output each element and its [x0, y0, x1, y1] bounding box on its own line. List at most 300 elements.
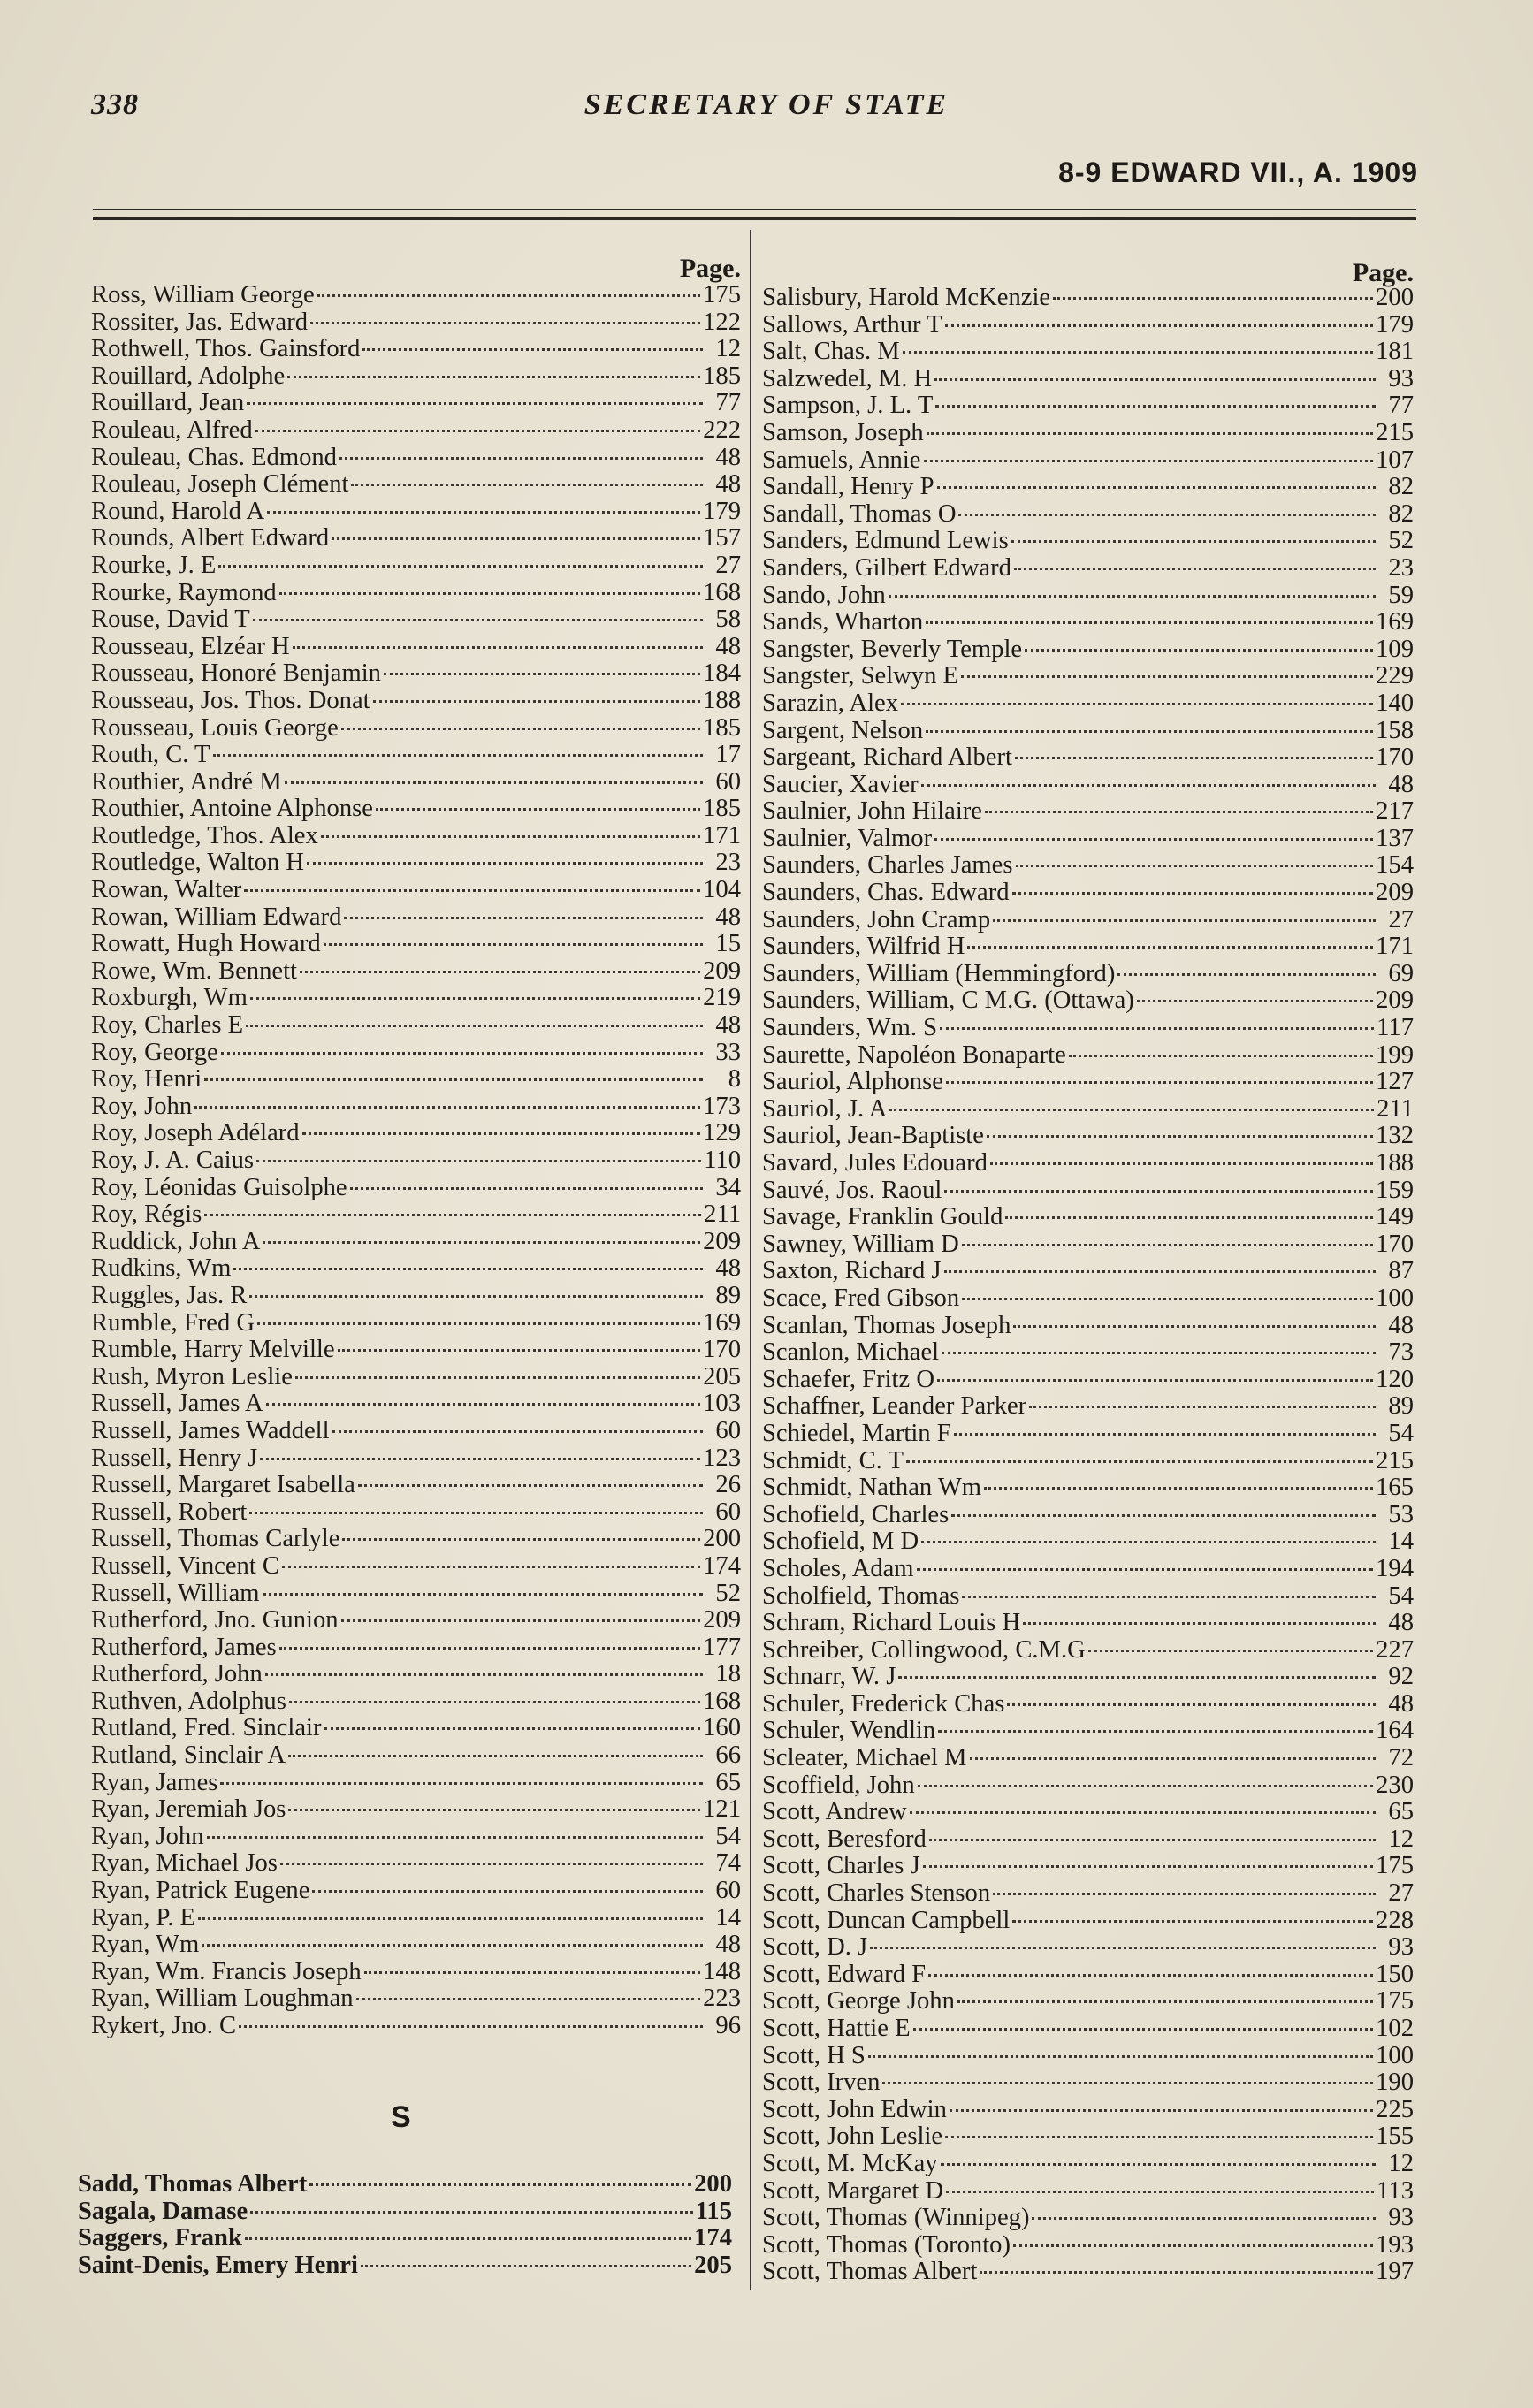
entry-page-number: 65 — [715, 1769, 741, 1796]
dot-leader — [260, 1458, 700, 1460]
dot-leader — [351, 484, 703, 486]
entry-page-number: 230 — [1376, 1772, 1414, 1799]
entry-page-number: 89 — [1388, 1393, 1414, 1421]
entry-name: Schram, Richard Louis H — [762, 1610, 1021, 1637]
entry-name: Ryan, John — [91, 1823, 204, 1850]
entry-name: Scott, John Leslie — [762, 2123, 943, 2151]
dot-leader — [288, 1755, 703, 1757]
entry-page-number: 228 — [1376, 1907, 1414, 1934]
entry-page-number: 73 — [1388, 1339, 1414, 1367]
dot-leader — [384, 673, 700, 675]
dot-leader — [993, 919, 1376, 922]
entry-name: Roy, Régis — [91, 1201, 202, 1229]
entry-name: Russell, James A — [91, 1391, 263, 1418]
entry-page-number: 209 — [703, 1228, 741, 1255]
index-entry — [91, 390, 741, 417]
entry-name: Scott, Margaret D — [762, 2177, 944, 2205]
dot-leader — [961, 675, 1373, 678]
entry-page-number: 48 — [715, 633, 741, 660]
entry-name: Rumble, Harry Melville — [91, 1337, 335, 1364]
entry-page-number: 65 — [1388, 1799, 1414, 1826]
entry-name: Sargeant, Richard Albert — [762, 744, 1012, 772]
dot-leader — [1012, 1920, 1373, 1923]
entry-name: Rouse, David T — [91, 606, 250, 634]
entry-page-number: 199 — [1376, 1041, 1414, 1069]
entry-page-number: 14 — [1388, 1528, 1414, 1556]
dot-leader — [244, 889, 700, 892]
index-entry — [91, 1985, 741, 2013]
index-entry — [91, 1959, 741, 1986]
entry-page-number: 193 — [1376, 2231, 1414, 2259]
entry-page-number: 229 — [1376, 663, 1414, 690]
dot-leader — [204, 1214, 701, 1216]
entry-page-number: 60 — [715, 768, 741, 796]
entry-page-number: 150 — [1376, 1961, 1414, 1988]
index-entry — [91, 1635, 741, 1662]
dot-leader — [279, 592, 700, 595]
entry-page-number: 123 — [703, 1444, 741, 1472]
dot-leader — [1088, 1650, 1373, 1652]
dot-leader — [263, 1241, 700, 1244]
entry-name: Sagala, Damase — [78, 2198, 248, 2225]
dot-leader — [376, 808, 700, 811]
entry-name: Sangster, Beverly Temple — [762, 636, 1023, 663]
entry-page-number: 227 — [1376, 1636, 1414, 1664]
dot-leader — [218, 565, 703, 568]
entry-name: Savage, Franklin Gould — [762, 1204, 1003, 1231]
index-entry — [91, 1120, 741, 1147]
entry-name: Roy, John — [91, 1093, 193, 1120]
dot-leader — [1016, 865, 1374, 867]
entry-name: Rounds, Albert Edward — [91, 525, 330, 552]
entry-name: Sampson, J. L. T — [762, 392, 934, 420]
entry-name: Scott, Duncan Campbell — [762, 1907, 1011, 1934]
index-entry — [762, 1096, 1414, 1124]
entry-page-number: 115 — [695, 2198, 732, 2225]
entry-page-number: 12 — [715, 336, 741, 363]
left-entry-list — [91, 282, 741, 2040]
dot-leader — [901, 703, 1373, 705]
entry-name: Scholfield, Thomas — [762, 1582, 960, 1610]
entry-page-number: 15 — [715, 931, 741, 958]
entry-name: Russell, Vincent C — [91, 1552, 280, 1580]
entry-name: Schofield, Charles — [762, 1501, 950, 1528]
header-rule — [93, 209, 1416, 210]
entry-page-number: 77 — [715, 390, 741, 417]
entry-page-number: 48 — [715, 903, 741, 931]
index-entry — [91, 499, 741, 526]
entry-page-number: 154 — [1376, 852, 1414, 880]
entry-name: Ross, William George — [91, 282, 315, 309]
entry-name: Scott, M. McKay — [762, 2150, 938, 2177]
index-entry — [91, 796, 741, 823]
index-entry — [91, 1526, 741, 1553]
entry-page-number: 23 — [715, 850, 741, 877]
index-entry — [91, 1850, 741, 1878]
index-entry — [762, 339, 1414, 366]
entry-page-number: 120 — [1376, 1366, 1414, 1393]
dot-leader — [256, 430, 700, 432]
dot-leader — [350, 1187, 703, 1190]
dot-leader — [1137, 1000, 1373, 1002]
index-entry — [78, 2171, 732, 2198]
entry-name: Salt, Chas. M — [762, 339, 900, 366]
index-entry — [91, 309, 741, 337]
index-entry — [91, 1445, 741, 1473]
entry-name: Rutherford, John — [91, 1661, 263, 1688]
dot-leader — [993, 1893, 1376, 1895]
entry-page-number: 48 — [1388, 1690, 1414, 1718]
entry-name: Routhier, André M — [91, 768, 282, 796]
entry-page-number: 27 — [1388, 1880, 1414, 1908]
dot-leader — [338, 1349, 701, 1352]
dot-leader — [263, 1593, 703, 1596]
entry-name: Roy, Joseph Adélard — [91, 1120, 300, 1147]
dot-leader — [929, 1839, 1376, 1841]
entry-page-number: 200 — [703, 1526, 741, 1553]
dot-leader — [954, 1433, 1376, 1436]
entry-page-number: 209 — [703, 957, 741, 985]
entry-name: Routhier, Antoine Alphonse — [91, 796, 373, 823]
dot-leader — [985, 811, 1373, 813]
entry-name: Routh, C. T — [91, 742, 210, 769]
index-entry — [762, 1069, 1414, 1096]
entry-page-number: 54 — [1388, 1420, 1414, 1447]
dot-leader — [913, 2028, 1374, 2031]
index-entry — [762, 690, 1414, 718]
dot-leader — [295, 1376, 700, 1379]
entry-name: Scott, Charles Stenson — [762, 1880, 991, 1908]
dot-leader — [287, 376, 700, 378]
dot-leader — [926, 730, 1373, 733]
dot-leader — [1117, 973, 1376, 976]
dot-leader — [321, 835, 700, 838]
entry-page-number: 96 — [715, 2013, 741, 2039]
entry-page-number: 219 — [703, 985, 741, 1012]
entry-page-number: 168 — [703, 1688, 741, 1715]
entry-page-number: 175 — [703, 282, 741, 309]
entry-page-number: 82 — [1388, 474, 1414, 501]
dot-leader — [249, 1512, 703, 1514]
entry-page-number: 60 — [715, 1878, 741, 1905]
entry-name: Sanders, Gilbert Edward — [762, 554, 1011, 582]
entry-page-number: 34 — [715, 1174, 741, 1201]
entry-name: Schmidt, Nathan Wm — [762, 1475, 982, 1502]
dot-leader — [962, 1244, 1373, 1246]
index-entry — [762, 1745, 1414, 1772]
index-entry — [762, 1934, 1414, 1962]
index-entry — [91, 1310, 741, 1337]
entry-page-number: 53 — [1388, 1501, 1414, 1528]
dot-leader — [1029, 1406, 1376, 1408]
dot-leader — [362, 348, 703, 351]
index-entry — [78, 2198, 732, 2226]
dot-leader — [910, 1811, 1376, 1814]
entry-page-number: 60 — [715, 1417, 741, 1444]
index-entry — [762, 744, 1414, 772]
entry-page-number: 185 — [703, 796, 741, 823]
entry-name: Scott, Thomas (Winnipeg) — [762, 2205, 1030, 2232]
dot-leader — [1015, 757, 1373, 759]
entry-page-number: 17 — [715, 742, 741, 769]
index-entry — [762, 501, 1414, 529]
entry-page-number: 117 — [1377, 1015, 1414, 1042]
entry-page-number: 113 — [1377, 2177, 1414, 2205]
entry-name: Rowatt, Hugh Howard — [91, 931, 321, 958]
entry-name: Ryan, P. E — [91, 1904, 196, 1932]
index-entry — [762, 663, 1414, 690]
entry-page-number: 60 — [715, 1498, 741, 1526]
dot-leader — [302, 1132, 701, 1135]
dot-leader — [882, 2082, 1373, 2084]
dot-leader — [926, 621, 1373, 624]
dot-leader — [250, 997, 700, 1000]
entry-page-number: 159 — [1376, 1177, 1414, 1204]
entry-page-number: 169 — [703, 1309, 741, 1337]
entry-name: Rossiter, Jas. Edward — [91, 309, 309, 336]
entry-name: Sauriol, J. A — [762, 1095, 888, 1123]
dot-leader — [1013, 2244, 1373, 2247]
entry-page-number: 211 — [1377, 1095, 1414, 1123]
entry-name: Scott, Thomas Albert — [762, 2259, 978, 2286]
index-entry — [762, 312, 1414, 339]
dot-leader — [213, 754, 703, 757]
entry-page-number: 223 — [703, 1985, 741, 2013]
entry-page-number: 52 — [715, 1580, 741, 1607]
dot-leader — [928, 1974, 1373, 1977]
index-entry — [762, 907, 1414, 934]
dot-leader — [945, 324, 1374, 327]
dot-leader — [906, 1460, 1373, 1463]
dot-leader — [1005, 1216, 1373, 1219]
index-entry — [762, 718, 1414, 745]
index-entry — [762, 2205, 1414, 2232]
entry-page-number: 122 — [703, 309, 741, 336]
entry-name: Ruggles, Jas. R — [91, 1282, 248, 1309]
entry-page-number: 27 — [1388, 906, 1414, 933]
index-entry — [91, 1607, 741, 1635]
entry-page-number: 174 — [694, 2225, 732, 2252]
dot-leader — [980, 2271, 1373, 2274]
index-entry — [91, 417, 741, 445]
index-entry — [91, 1796, 741, 1824]
entry-page-number: 181 — [1376, 339, 1414, 366]
index-entry — [762, 1475, 1414, 1502]
entry-page-number: 48 — [1388, 1610, 1414, 1637]
index-entry — [91, 1824, 741, 1851]
entry-name: Saunders, William, C M.G. (Ottawa) — [762, 987, 1134, 1015]
entry-name: Saggers, Frank — [78, 2225, 242, 2252]
index-entry — [762, 1177, 1414, 1205]
dot-leader — [1007, 1703, 1376, 1706]
index-entry — [91, 742, 741, 769]
entry-page-number: 18 — [715, 1661, 741, 1688]
index-entry — [762, 1908, 1414, 1935]
entry-name: Rumble, Fred G — [91, 1309, 256, 1337]
index-entry — [762, 1880, 1414, 1908]
dot-leader — [937, 1379, 1373, 1382]
dot-leader — [870, 1947, 1376, 1949]
index-entry — [91, 688, 741, 715]
index-entry — [91, 769, 741, 796]
index-entry — [762, 2151, 1414, 2178]
entry-page-number: 177 — [703, 1634, 741, 1661]
dot-leader — [1014, 568, 1376, 570]
index-entry — [762, 1583, 1414, 1611]
entry-name: Scanlan, Thomas Joseph — [762, 1312, 1011, 1339]
dot-leader — [868, 2055, 1373, 2058]
dot-leader — [921, 1541, 1376, 1543]
dot-leader — [300, 971, 700, 973]
entry-page-number: 121 — [703, 1796, 741, 1824]
entry-name: Rouleau, Alfred — [91, 416, 253, 444]
index-entry — [91, 445, 741, 472]
entry-page-number: 175 — [1376, 1853, 1414, 1880]
dot-leader — [257, 1322, 700, 1325]
entry-page-number: 188 — [1376, 1150, 1414, 1177]
entry-page-number: 190 — [1376, 2069, 1414, 2097]
entry-name: Salisbury, Harold McKenzie — [762, 285, 1051, 311]
entry-page-number: 170 — [703, 1337, 741, 1364]
dot-leader — [940, 1027, 1374, 1030]
entry-name: Schuler, Frederick Chas — [762, 1690, 1005, 1718]
dot-leader — [324, 943, 703, 946]
entry-page-number: 102 — [1376, 2016, 1414, 2042]
dot-leader — [938, 1730, 1373, 1733]
entry-name: Sarazin, Alex — [762, 690, 899, 717]
index-entry — [91, 715, 741, 743]
entry-page-number: 23 — [1388, 554, 1414, 582]
index-entry — [762, 609, 1414, 636]
entry-page-number: 171 — [703, 822, 741, 850]
entry-name: Saunders, John Cramp — [762, 906, 991, 933]
dot-leader — [1011, 540, 1376, 543]
entry-page-number: 100 — [1376, 1284, 1414, 1312]
entry-page-number: 209 — [703, 1607, 741, 1635]
entry-name: Scanlon, Michael — [762, 1339, 940, 1367]
index-entry — [91, 1418, 741, 1445]
entry-page-number: 168 — [703, 579, 741, 606]
entry-name: Sadd, Thomas Albert — [78, 2171, 308, 2198]
index-entry — [91, 1581, 741, 1608]
index-entry — [762, 366, 1414, 393]
entry-name: Rutherford, Jno. Gunion — [91, 1607, 339, 1635]
entry-name: Sandall, Thomas O — [762, 500, 957, 528]
entry-name: Ryan, Michael Jos — [91, 1850, 278, 1878]
index-entry — [762, 1421, 1414, 1448]
index-entry — [762, 392, 1414, 420]
entry-name: Sando, John — [762, 582, 886, 609]
entry-name: Sangster, Selwyn E — [762, 663, 959, 690]
entry-page-number: 197 — [1376, 2259, 1414, 2286]
index-entry — [762, 1988, 1414, 2016]
entry-page-number: 58 — [715, 606, 741, 634]
dot-leader — [204, 1078, 703, 1081]
entry-page-number: 48 — [715, 471, 741, 499]
entry-name: Routledge, Walton H — [91, 850, 304, 877]
index-entry — [91, 1770, 741, 1797]
dot-leader — [332, 537, 700, 540]
index-entry — [91, 282, 741, 309]
entry-name: Scott, Irven — [762, 2069, 881, 2097]
index-entry — [762, 1799, 1414, 1826]
dot-leader — [918, 1785, 1373, 1787]
index-entry — [91, 1499, 741, 1527]
dot-leader — [250, 2211, 692, 2214]
index-entry — [762, 826, 1414, 853]
entry-page-number: 140 — [1376, 690, 1414, 717]
entry-page-number: 77 — [1388, 392, 1414, 420]
dot-leader — [957, 2000, 1373, 2003]
dot-leader — [1069, 1055, 1373, 1057]
dot-leader — [312, 1890, 703, 1893]
index-entry — [762, 1448, 1414, 1475]
dot-leader — [934, 378, 1376, 381]
entry-page-number: 184 — [703, 660, 741, 688]
index-entry — [762, 987, 1414, 1015]
entry-page-number: 200 — [694, 2171, 732, 2198]
entry-name: Rudkins, Wm — [91, 1255, 232, 1283]
entry-name: Scott, Andrew — [762, 1799, 907, 1826]
entry-page-number: 179 — [1376, 311, 1414, 339]
entry-page-number: 48 — [715, 1932, 741, 1959]
entry-name: Rykert, Jno. C — [91, 2013, 237, 2039]
entry-page-number: 215 — [1376, 1447, 1414, 1475]
dot-leader — [309, 2183, 691, 2186]
entry-page-number: 87 — [1388, 1258, 1414, 1285]
index-entry — [91, 1364, 741, 1391]
entry-page-number: 148 — [703, 1958, 741, 1985]
entry-page-number: 129 — [703, 1120, 741, 1147]
entry-name: Schiedel, Martin F — [762, 1420, 951, 1447]
entry-name: Roy, Léonidas Guisolphe — [91, 1174, 347, 1201]
entry-page-number: 104 — [703, 877, 741, 904]
index-entry — [78, 2252, 732, 2280]
entry-page-number: 215 — [1376, 419, 1414, 446]
entry-name: Russell, Margaret Isabella — [91, 1472, 355, 1499]
entry-name: Rourke, J. E — [91, 552, 217, 579]
entry-name: Saunders, Chas. Edward — [762, 880, 1010, 907]
dot-leader — [266, 1403, 701, 1406]
entry-name: Rousseau, Elzéar H — [91, 633, 290, 660]
entry-name: Saxton, Richard J — [762, 1258, 942, 1285]
entry-page-number: 209 — [1376, 987, 1414, 1015]
entry-name: Scott, Thomas (Toronto) — [762, 2231, 1011, 2259]
dot-leader — [927, 432, 1373, 435]
index-entry — [91, 877, 741, 904]
dot-leader — [1023, 1622, 1376, 1625]
entry-page-number: 205 — [703, 1363, 741, 1391]
entry-page-number: 54 — [1388, 1582, 1414, 1610]
entry-page-number: 33 — [715, 1039, 741, 1066]
index-entry — [91, 1932, 741, 1959]
index-entry — [91, 1094, 741, 1121]
entry-page-number: 27 — [715, 552, 741, 579]
dot-leader — [903, 351, 1373, 354]
index-entry — [91, 660, 741, 688]
entry-name: Scott, Beresford — [762, 1825, 927, 1853]
entry-page-number: 93 — [1388, 1934, 1414, 1962]
entry-name: Scholes, Adam — [762, 1555, 914, 1582]
dot-leader — [198, 1917, 703, 1920]
entry-page-number: 103 — [703, 1391, 741, 1418]
entry-name: Roy, Charles E — [91, 1012, 244, 1040]
entry-page-number: 59 — [1388, 582, 1414, 609]
entry-name: Roy, J. A. Caius — [91, 1147, 255, 1174]
entry-page-number: 164 — [1376, 1718, 1414, 1745]
entry-name: Salzwedel, M. H — [762, 365, 933, 392]
entry-page-number: 170 — [1376, 1231, 1414, 1258]
